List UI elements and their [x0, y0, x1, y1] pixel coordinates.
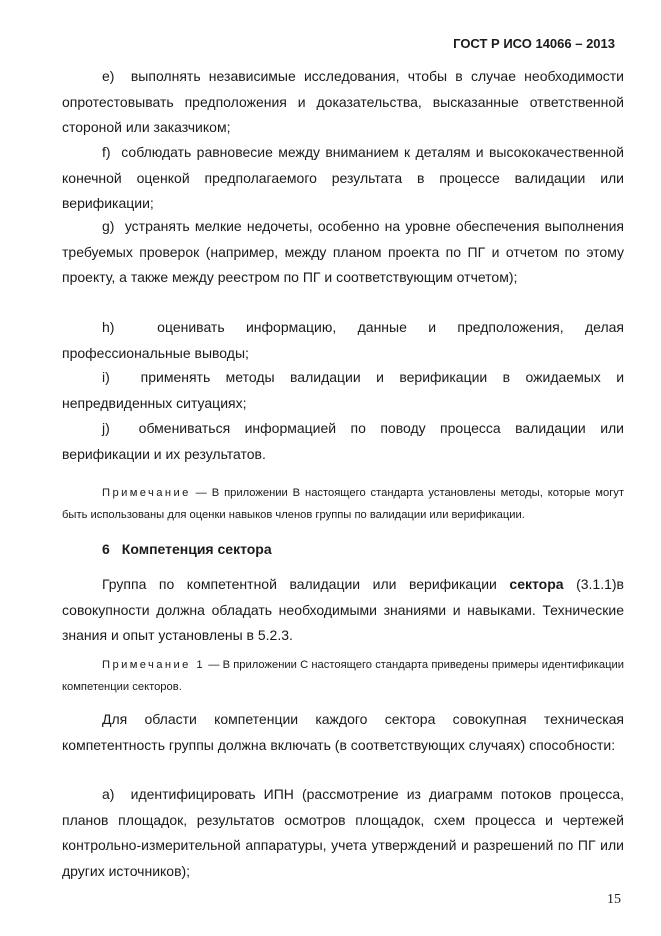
list-item-text: соблюдать равновесие между вниманием к деталям и высококачественной конечной оценкой предполагаемого результата в процессе валидации или верификации;: [62, 144, 625, 211]
paragraph-sector-group: [62, 572, 624, 649]
page-number: 15: [607, 892, 621, 907]
list-item-g: [62, 214, 624, 291]
note-label: Примечание: [102, 487, 191, 499]
list-item-a: [62, 782, 624, 884]
paragraph-text-end: (3.1.1)в совокупности должна обладать необходимыми знаниями и навыками. Технические знания и опыт установлены в 5.2.3.: [62, 576, 624, 643]
term-sector: сектора: [509, 576, 564, 592]
list-item-text: идентифицировать ИПН (рассмотрение из диаграмм потоков процесса, планов площадок, результатов осмотров площадок, схем процесса и чертежей контрольно-измерительной аппаратуры, учета утверждений и разрешений по ПГ или других источников);: [62, 786, 624, 879]
paragraph-text: Для области компетенции каждого сектора совокупная техническая компетентность группы должна включать (в соответствующих случаях) способности:: [62, 711, 624, 753]
section-number: 6: [102, 541, 110, 557]
paragraph-text-start: Группа по компетентной валидации или верификации: [102, 576, 510, 592]
paragraph-competence: [62, 707, 624, 758]
list-item-f: [62, 140, 624, 217]
note-2: [62, 654, 624, 698]
list-item-text: оценивать информацию, данные и предположения, делая профессиональные выводы;: [62, 319, 625, 361]
list-marker: a): [102, 786, 115, 802]
list-item-text: устранять мелкие недочеты, особенно на уровне обеспечения выполнения требуемых проверок (например, между планом проекта по ПГ и отчетом по этому проекту, а также между реестром по ПГ и соответствующим отчетом);: [62, 218, 625, 285]
list-marker: h): [102, 319, 115, 335]
list-marker: i): [102, 369, 110, 385]
note-label: Примечание 1: [102, 659, 205, 671]
note-dash: —: [195, 487, 207, 499]
list-marker: f): [102, 144, 111, 160]
list-item-text: выполнять независимые исследования, чтобы в случае необходимости опротестовывать предположения и доказательства, высказанные ответственной стороной или заказчиком;: [62, 68, 624, 135]
note-text: В приложении С настоящего стандарта приведены примеры идентификации компетенции секторов.: [62, 659, 625, 693]
list-item-text: обмениваться информацией по поводу процесса валидации или верификации и их результатов.: [62, 420, 624, 462]
list-item-e: [62, 64, 624, 141]
document-header: ГОСТ Р ИСО 14066 – 2013: [453, 36, 615, 51]
list-item-j: [62, 416, 624, 467]
section-heading: [102, 541, 272, 557]
list-marker: j): [102, 420, 110, 436]
list-marker: e): [102, 68, 115, 84]
note-1: [62, 482, 624, 526]
list-item-i: [62, 365, 624, 416]
list-item-text: применять методы валидации и верификации в ожидаемых и непредвиденных ситуациях;: [62, 369, 625, 411]
note-dash: —: [208, 659, 220, 671]
list-marker: g): [102, 218, 115, 234]
note-text: В приложении В настоящего стандарта установлены методы, которые могут быть использованы для оценки навыков членов группы по валидации или верификации.: [62, 487, 625, 521]
list-item-h: [62, 315, 624, 366]
section-title: Компетенция сектора: [121, 541, 272, 557]
